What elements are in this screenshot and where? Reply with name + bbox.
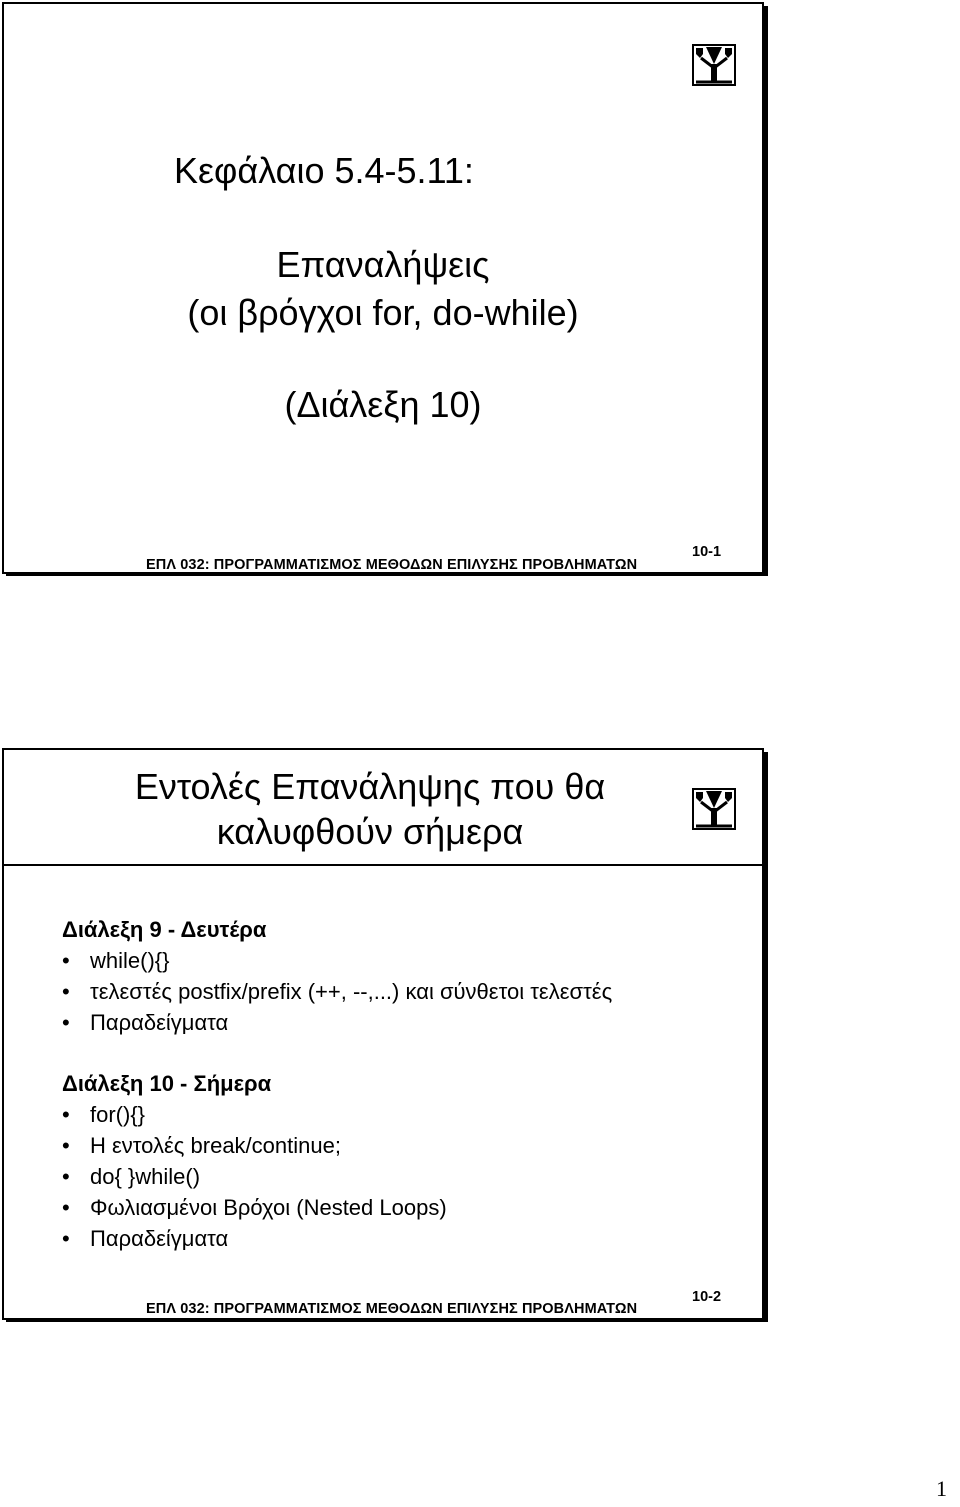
bullet-icon: • (62, 1102, 70, 1127)
list-item (62, 1192, 612, 1223)
list-item-text: Η εντολές break/continue; (90, 1133, 341, 1158)
bullet-icon: • (62, 1195, 70, 1220)
list-item-text: Φωλιασμένοι Βρόχοι (Nested Loops) (90, 1195, 447, 1220)
slide-shadow (764, 752, 768, 1322)
page-number: 1 (936, 1476, 947, 1501)
bullet-icon: • (62, 979, 70, 1004)
slide-shadow (764, 6, 768, 576)
list-item-text: do{ }while() (90, 1164, 201, 1189)
list-item (62, 1007, 612, 1038)
title-divider (4, 864, 762, 866)
list-item-text: for(){} (90, 1102, 146, 1127)
bullet-icon: • (62, 948, 70, 973)
slide-title (4, 764, 762, 854)
slide-number: 10-2 (692, 1289, 722, 1305)
list-item-text: while(){} (90, 948, 170, 973)
slide-content (62, 914, 612, 1254)
list-item (62, 1099, 612, 1130)
course-footer: ΕΠΛ 032: ΠΡΟΓΡΑΜΜΑΤΙΣΜΟΣ ΜΕΘΟΔΩΝ ΕΠΙΛΥΣΗΣ ΠΡΟΒΛΗΜΑΤΩΝ (146, 557, 638, 573)
bullet-icon: • (62, 1010, 70, 1035)
lecture-label: (Διάλεξη 10) (284, 384, 482, 425)
slide-number: 10-1 (692, 544, 722, 560)
list-item-text: Παραδείγματα (90, 1010, 229, 1035)
list-item (62, 945, 612, 976)
section-heading: Διάλεξη 10 - Σήμερα (62, 1071, 272, 1096)
list-item-text: Παραδείγματα (90, 1226, 229, 1251)
university-tree-logo-icon (692, 44, 736, 86)
course-footer: ΕΠΛ 032: ΠΡΟΓΡΑΜΜΑΤΙΣΜΟΣ ΜΕΘΟΔΩΝ ΕΠΙΛΥΣΗΣ ΠΡΟΒΛΗΜΑΤΩΝ (146, 1301, 638, 1317)
list-item (62, 1223, 612, 1254)
list-item-text: τελεστές postfix/prefix (++, --,...) και σύνθετοι τελεστές (90, 979, 613, 1004)
bullet-icon: • (62, 1226, 70, 1251)
slide-title-line: Εντολές Επανάληψης που θα (134, 766, 606, 807)
list-item (62, 976, 612, 1007)
slide-10-1 (2, 2, 764, 574)
list-item (62, 1161, 612, 1192)
bullet-icon: • (62, 1164, 70, 1189)
chapter-title: Κεφάλαιο 5.4-5.11: (174, 150, 474, 191)
list-item (62, 1130, 612, 1161)
slide-10-2 (2, 748, 764, 1320)
bullet-icon: • (62, 1133, 70, 1158)
slide-title: Επαναλήψεις (276, 244, 490, 285)
slide-subtitle: (οι βρόγχοι for, do-while) (187, 292, 579, 333)
section-heading: Διάλεξη 9 - Δευτέρα (62, 917, 267, 942)
slide-title-line: καλυφθούν σήμερα (216, 811, 524, 852)
